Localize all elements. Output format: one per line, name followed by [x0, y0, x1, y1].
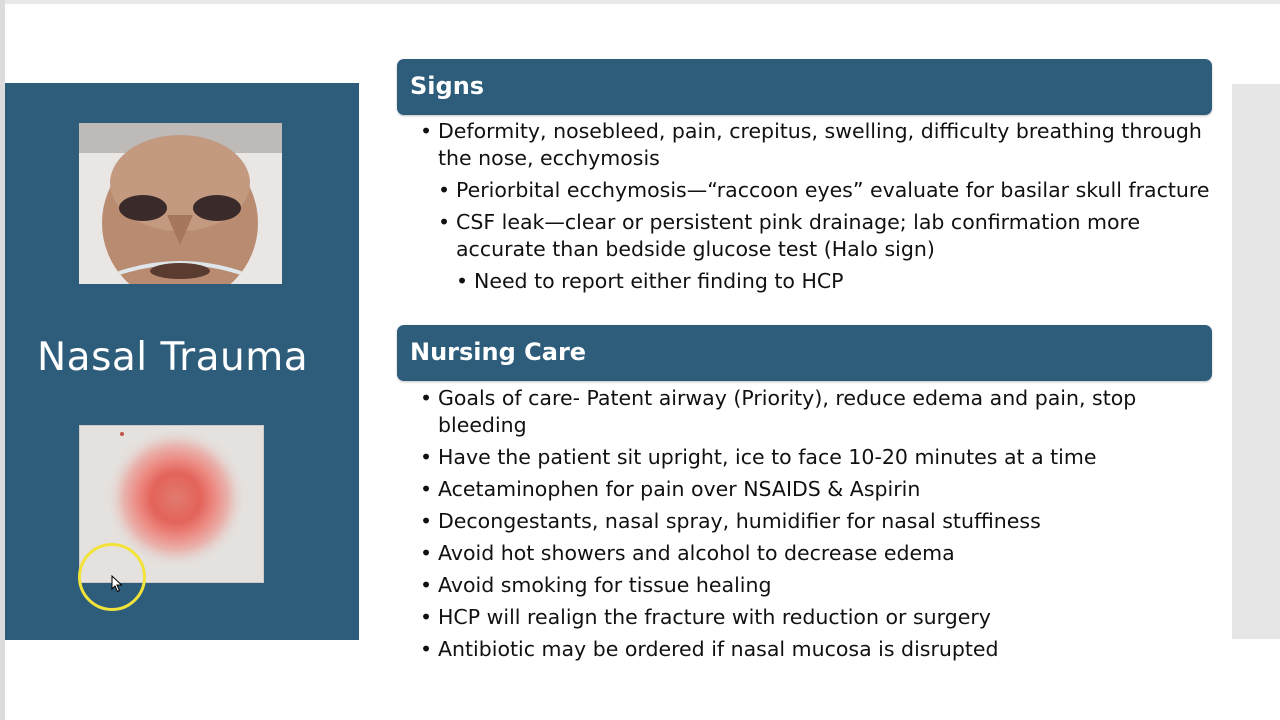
list-item: • Avoid hot showers and alcohol to decrease edema	[420, 540, 1210, 567]
list-item: • HCP will realign the fracture with reduction or surgery	[420, 604, 1210, 631]
signs-list	[420, 118, 1210, 300]
nursing-care-header-label: Nursing Care	[410, 338, 587, 366]
window-top-border	[0, 0, 1280, 4]
slide-edge-strip	[1232, 84, 1280, 639]
list-item: • Have the patient sit upright, ice to face 10-20 minutes at a time	[420, 444, 1210, 471]
patient-face-photo-icon	[79, 123, 282, 284]
left-title-panel	[5, 83, 359, 640]
list-item: • Avoid smoking for tissue healing	[420, 572, 1210, 599]
mouse-cursor-icon	[111, 575, 123, 597]
nursing-care-list	[420, 385, 1210, 668]
list-item: • Need to report either finding to HCP	[456, 268, 1210, 295]
nursing-care-header	[397, 325, 1212, 381]
list-item: • Acetaminophen for pain over NSAIDS & Aspirin	[420, 476, 1210, 503]
list-item: • CSF leak—clear or persistent pink drainage; lab confirmation more accurate than bedside glucose test (Halo sign)	[438, 209, 1210, 263]
list-item: • Periorbital ecchymosis—“raccoon eyes” evaluate for basilar skull fracture	[438, 177, 1210, 204]
list-item: • Decongestants, nasal spray, humidifier for nasal stuffiness	[420, 508, 1210, 535]
signs-header-label: Signs	[410, 72, 485, 100]
list-item: • Antibiotic may be ordered if nasal mucosa is disrupted	[420, 636, 1210, 663]
slide-title: Nasal Trauma	[37, 335, 309, 380]
list-item: • Goals of care- Patent airway (Priority), reduce edema and pain, stop bleeding	[420, 385, 1210, 439]
signs-header	[397, 59, 1212, 115]
list-item: • Deformity, nosebleed, pain, crepitus, swelling, difficulty breathing through the nose, ecchymosis	[420, 118, 1210, 172]
